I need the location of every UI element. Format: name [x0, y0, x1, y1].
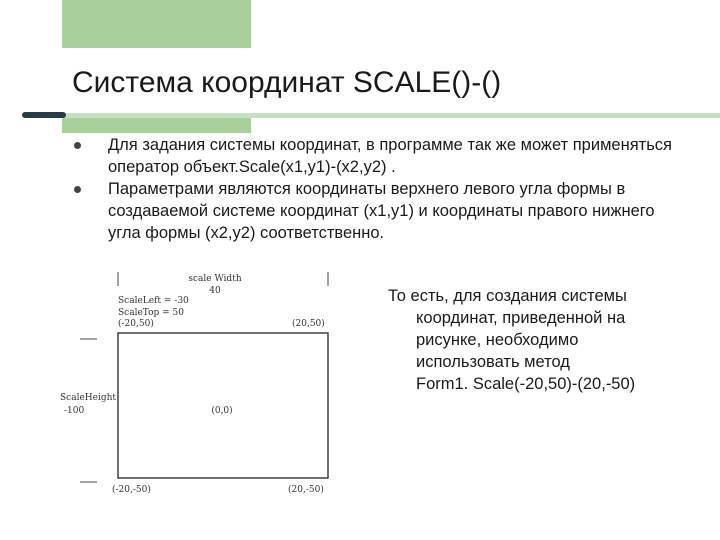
bullet-dot-icon [74, 186, 81, 193]
center-coordinate: (0,0) [211, 406, 233, 416]
side-note-line: рисунке, необходимо [416, 331, 579, 349]
bullet-dot-icon [74, 142, 81, 149]
scale-top-label: ScaleTop = 50 [118, 308, 184, 318]
top-right-coordinate: (20,50) [292, 319, 325, 329]
side-note-line: использовать метод [416, 353, 570, 371]
scale-width-value: 40 [209, 286, 221, 296]
bullet-text: Для задания системы координат, в программе так же может применяться оператор объект.Scale(x1,y1)-(x2,y2) . [108, 136, 672, 176]
side-note-line: Form1. Scale(-20,50)-(20,-50) [416, 375, 636, 393]
scale-height-value: -100 [64, 406, 85, 416]
scale-height-label: ScaleHeight [60, 393, 117, 403]
side-note-line: координат, приведенной на [416, 309, 626, 327]
top-left-coordinate: (-20,50) [118, 319, 154, 329]
bullet-item [72, 178, 672, 244]
bottom-right-coordinate: (20,-50) [288, 485, 324, 495]
bullet-list [72, 134, 672, 244]
side-note-line: То есть, для создания системы [388, 287, 627, 305]
scale-width-label: scale Width [188, 274, 242, 284]
bottom-left-coordinate: (-20,-50) [112, 485, 151, 495]
title-underline-cap [22, 112, 66, 118]
bullet-item [72, 134, 672, 178]
form-rectangle [118, 333, 328, 478]
side-note [388, 285, 688, 395]
slide-title: Система координат SCALE()-() [72, 66, 502, 99]
bullet-text: Параметрами являются координаты верхнего левого угла формы в создаваемой системе координат (x1,y1) и координаты правого нижнего угла формы (x2,y2) соответственно. [108, 180, 655, 242]
title-underline-bar [24, 113, 720, 118]
scale-left-label: ScaleLeft = -30 [118, 296, 189, 306]
